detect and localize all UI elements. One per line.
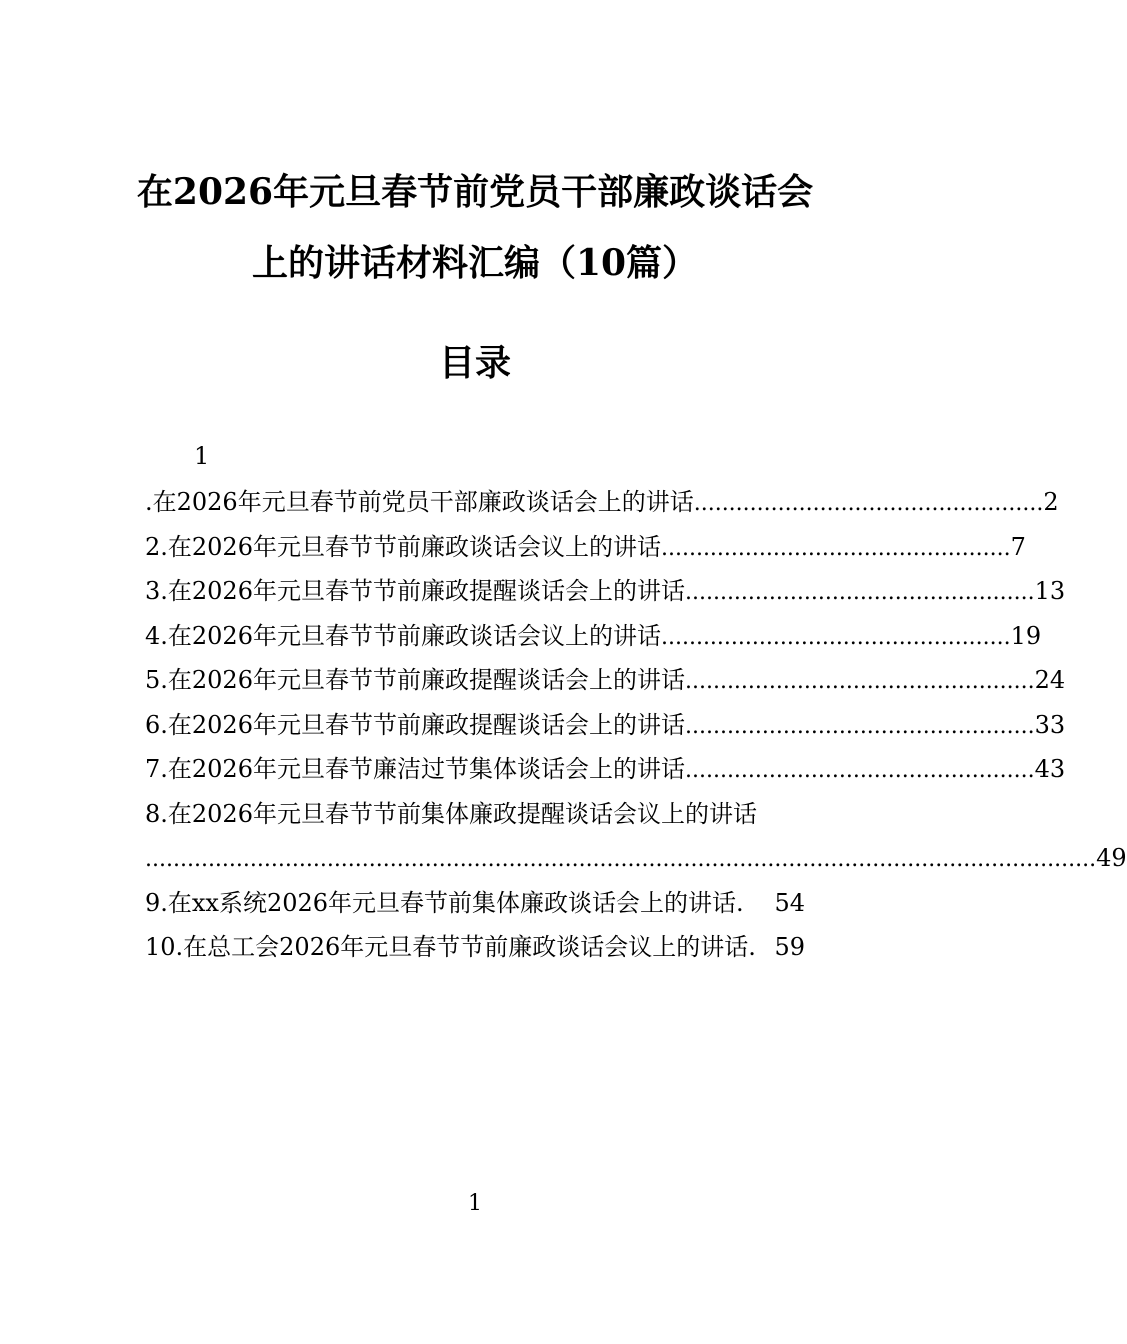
toc-entry-page: 19 [1010, 621, 1042, 650]
toc-entry-10[interactable] [145, 931, 805, 976]
toc-dot-leader: .................................................. [660, 535, 1011, 561]
toc-stray-number: 1 [194, 442, 210, 470]
toc-entry-8[interactable] [145, 798, 805, 843]
toc-entry-text[interactable]: 9.在xx系统2026年元旦春节前集体廉政谈话会上的讲话. [145, 888, 744, 917]
toc-entry-page: 54 [774, 888, 805, 917]
toc-entry-page: 7 [1010, 532, 1026, 561]
toc-heading: 目录 [438, 342, 511, 384]
toc-entry-5[interactable] [145, 664, 1066, 709]
toc-dot-leader: .................................................. [693, 491, 1044, 516]
toc-dot-leader: .................................................. [660, 624, 1011, 650]
toc-entry-text[interactable]: 8.在2026年元旦春节节前集体廉政提醒谈话会议上的讲话 [145, 799, 757, 828]
toc-entry-1[interactable] [145, 486, 1059, 531]
toc-entry-9[interactable] [145, 887, 805, 932]
toc-entry-7[interactable] [145, 753, 1066, 798]
toc-entry-page: 59 [774, 933, 805, 961]
document-title-line-2: 上的讲话材料汇编（10篇） [251, 242, 699, 284]
toc-entry-text[interactable]: 10.在总工会2026年元旦春节节前廉政谈话会议上的讲话. [145, 933, 756, 961]
toc-entry-page: 24 [1034, 666, 1066, 694]
toc-dot-leader: ........................................................................................................................................ [145, 847, 1097, 872]
toc-entry-text[interactable]: 3.在2026年元旦春节节前廉政提醒谈话会上的讲话 [145, 577, 685, 605]
toc-entry-page: 33 [1034, 710, 1066, 739]
toc-entry-6[interactable] [145, 709, 1066, 754]
toc-entry-3[interactable] [145, 575, 1066, 620]
toc-entry-text[interactable]: 7.在2026年元旦春节廉洁过节集体谈话会上的讲话 [145, 755, 685, 783]
document-title-line-1: 在2026年元旦春节前党员干部廉政谈话会 [136, 171, 814, 213]
toc-entry-page: 43 [1034, 755, 1066, 783]
toc-list [145, 486, 1127, 976]
toc-entry-text[interactable]: 6.在2026年元旦春节节前廉政提醒谈话会上的讲话 [145, 710, 685, 739]
toc-dot-leader: .................................................. [684, 669, 1035, 694]
toc-entry-text[interactable]: .在2026年元旦春节前党员干部廉政谈话会上的讲话 [145, 488, 694, 516]
toc-entry-page: 2 [1043, 488, 1059, 516]
toc-entry-2[interactable] [145, 531, 1026, 576]
toc-entry-page: 13 [1034, 577, 1066, 605]
toc-dot-leader: .................................................. [684, 758, 1035, 783]
toc-dot-leader: .................................................. [684, 713, 1035, 739]
toc-entry-text[interactable]: 2.在2026年元旦春节节前廉政谈话会议上的讲话 [145, 532, 661, 561]
toc-entry-page: 49 [1096, 844, 1127, 872]
toc-entry-text[interactable]: 5.在2026年元旦春节节前廉政提醒谈话会上的讲话 [145, 666, 685, 694]
toc-entry-text[interactable]: 4.在2026年元旦春节节前廉政谈话会议上的讲话 [145, 621, 661, 650]
page-number: 1 [468, 1191, 482, 1216]
toc-entry-8-continuation[interactable] [145, 842, 1127, 887]
toc-dot-leader: .................................................. [684, 580, 1035, 605]
toc-entry-4[interactable] [145, 620, 1042, 665]
